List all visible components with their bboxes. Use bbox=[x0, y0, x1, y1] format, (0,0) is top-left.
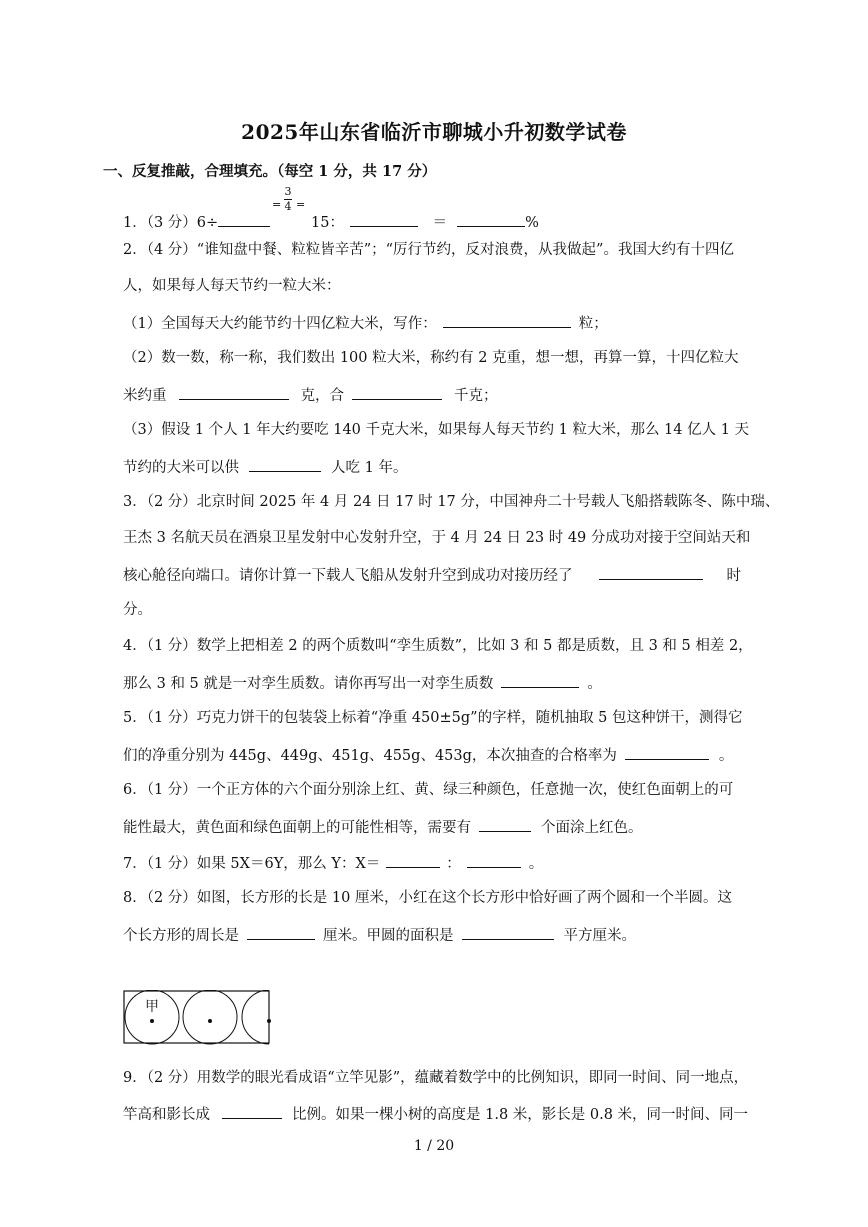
q9-line-2 bbox=[123, 1103, 748, 1125]
q3-line3-prefix: 核心舱径向端口。请你计算一下载人飞船从发射升空到成功对接历经了 bbox=[123, 568, 573, 584]
q2-sub2-prefix: 米约重 bbox=[123, 388, 167, 404]
q8-line2-prefix: 个长方形的周长是 bbox=[123, 928, 239, 944]
q2-sub2-mid: 克，合 bbox=[300, 388, 344, 404]
q9-line-1: 9．（2 分）用数学的眼光看成语“立竿见影”，蕴藏着数学中的比例知识，即同一时间、同一地点， bbox=[123, 1070, 749, 1086]
section-heading: 一、反复推敲，合理填充。（每空 1 分，共 17 分） bbox=[103, 163, 437, 180]
q2-blank-2[interactable] bbox=[179, 384, 289, 400]
q2-line-2: 人，如果每人每天节约一粒大米： bbox=[123, 278, 341, 294]
q3-line-4: 分。 bbox=[123, 602, 152, 618]
q5-blank[interactable] bbox=[625, 744, 709, 760]
q1-equals: ＝ bbox=[432, 215, 448, 231]
q2-sub-3-line-1: （3）假设 1 个人 1 年大约要吃 140 千克大米，如果每人每天节约 1 粒大米，那么 14 亿人 1 天 bbox=[123, 422, 750, 438]
q2-sub1-prefix: （1）全国每天大约能节约十四亿粒大米，写作： bbox=[123, 316, 437, 332]
q2-sub-3-line-2 bbox=[123, 456, 407, 478]
q7-colon: ： bbox=[446, 856, 461, 872]
q1-blank-1[interactable] bbox=[218, 211, 270, 227]
q8-line-1: 8．（2 分）如图，长方形的长是 10 厘米，小红在这个长方形中恰好画了两个圆和一个半圆。这 bbox=[123, 890, 732, 906]
semicircle bbox=[242, 990, 269, 1044]
circle-second bbox=[183, 990, 237, 1044]
q1-fraction-numerator: 3 bbox=[284, 185, 292, 198]
center-dot-second bbox=[208, 1019, 212, 1023]
q8-line2-suffix: 平方厘米。 bbox=[563, 928, 636, 944]
q2-sub-2-line-1: （2）数一数，称一称，我们数出 100 粒大米，称约有 2 克重，想一想，再算一算，十四亿粒大 bbox=[123, 350, 739, 366]
q8-figure bbox=[123, 990, 273, 1050]
q2-sub3-suffix: 人吃 1 年。 bbox=[331, 460, 408, 476]
q4-line2-prefix: 那么 3 和 5 就是一对孪生质数。请你再写出一对孪生质数 bbox=[123, 676, 494, 692]
q9-line2-prefix: 竿高和影长成 bbox=[123, 1107, 210, 1123]
q4-blank[interactable] bbox=[501, 672, 579, 688]
q6-blank[interactable] bbox=[479, 816, 531, 832]
q6-line2-prefix: 能性最大，黄色面和绿色面朝上的可能性相等，需要有 bbox=[123, 820, 471, 836]
q4-line2-suffix: 。 bbox=[587, 676, 602, 692]
q2-blank-1[interactable] bbox=[443, 312, 571, 328]
q3-line-3 bbox=[123, 564, 741, 586]
question-1 bbox=[123, 211, 270, 233]
q4-line-1: 4．（1 分）数学上把相差 2 的两个质数叫“孪生质数”，比如 3 和 5 都是质数，且 3 和 5 相差 2， bbox=[123, 638, 753, 654]
page-title: 2025年山东省临沂市聊城小升初数学试卷 bbox=[241, 120, 627, 144]
q7-suffix: 。 bbox=[528, 856, 544, 872]
q7-blank-1[interactable] bbox=[386, 852, 440, 868]
q2-blank-3[interactable] bbox=[352, 384, 442, 400]
q8-blank-1[interactable] bbox=[247, 924, 315, 940]
figure-label-jia: 甲 bbox=[145, 999, 159, 1015]
q7-blank-2[interactable] bbox=[467, 852, 521, 868]
q6-line2-suffix: 个面涂上红色。 bbox=[541, 820, 643, 836]
q1-percent: % bbox=[525, 215, 539, 231]
page-number: 1 / 20 bbox=[413, 1138, 455, 1154]
q2-sub2-suffix: 千克； bbox=[454, 388, 498, 404]
q2-sub-1 bbox=[123, 312, 608, 334]
q3-blank[interactable] bbox=[599, 564, 703, 580]
q5-line2-suffix: 。 bbox=[718, 748, 734, 764]
q1-eq-right: = bbox=[296, 198, 306, 211]
q9-blank[interactable] bbox=[222, 1103, 282, 1119]
q2-blank-4[interactable] bbox=[249, 456, 321, 472]
q2-sub3-prefix: 节约的大米可以供 bbox=[123, 460, 239, 476]
q1-fraction-denominator: 4 bbox=[284, 200, 292, 213]
question-1-rest bbox=[311, 211, 539, 233]
center-dot-semicircle bbox=[267, 1019, 271, 1023]
q3-line-1: 3．（2 分）北京时间 2025 年 4 月 24 日 17 时 17 分，中国神舟二十号载人飞船搭载陈冬、陈中瑞、 bbox=[123, 494, 780, 510]
q1-fraction bbox=[283, 186, 293, 213]
center-dot-jia bbox=[150, 1019, 154, 1023]
q2-sub1-suffix: 粒； bbox=[578, 316, 608, 332]
q1-blank-2[interactable] bbox=[350, 211, 418, 227]
q3-line3-suffix: 时 bbox=[726, 568, 741, 584]
q1-prefix: 1．（3 分）6÷ bbox=[123, 215, 219, 231]
q9-line2-suffix: 比例。如果一棵小树的高度是 1.8 米，影长是 0.8 米，同一时间、同一 bbox=[292, 1107, 749, 1123]
q5-line-1: 5．（1 分）巧克力饼干的包装袋上标着“净重 450±5g”的字样，随机抽取 5 包这种饼干，测得它 bbox=[123, 710, 743, 726]
q1-eq-left: = bbox=[272, 198, 282, 211]
q4-line-2 bbox=[123, 672, 602, 694]
q5-line-2 bbox=[123, 744, 733, 766]
q3-line-2: 王杰 3 名航天员在酒泉卫星发射中心发射升空，于 4 月 24 日 23 时 49 分成功对接于空间站天和 bbox=[123, 530, 751, 546]
q2-sub-2-line-2 bbox=[123, 384, 498, 406]
q6-line-1: 6．（1 分）一个正方体的六个面分别涂上红、黄、绿三种颜色，任意抛一次，使红色面朝上的可 bbox=[123, 782, 734, 798]
q5-line2-prefix: 们的净重分别为 445g、449g、451g、455g、453g，本次抽查的合格率为 bbox=[123, 748, 617, 764]
q6-line-2 bbox=[123, 816, 643, 838]
q2-line-1: 2．（4 分）“谁知盘中餐、粒粒皆辛苦”；“厉行节约，反对浪费，从我做起”。我国大约有十四亿 bbox=[123, 242, 734, 258]
q1-mid: 15： bbox=[311, 215, 344, 231]
q8-line-2 bbox=[123, 924, 636, 946]
q7-prefix: 7．（1 分）如果 5X＝6Y，那么 Y：X＝ bbox=[123, 856, 381, 872]
q1-blank-3[interactable] bbox=[457, 211, 525, 227]
q8-line2-mid: 厘米。甲圆的面积是 bbox=[323, 928, 454, 944]
q8-blank-2[interactable] bbox=[462, 924, 554, 940]
question-7 bbox=[123, 852, 543, 874]
